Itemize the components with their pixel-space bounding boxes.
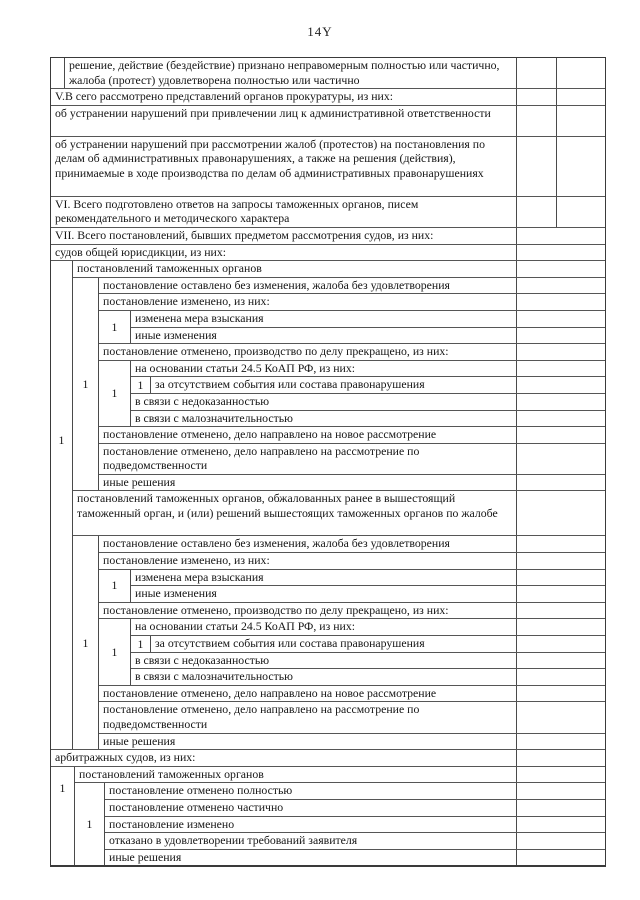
- data-cell: [516, 361, 605, 377]
- row-text: VII. Всего постановлений, бывших предметом рассмотрения судов, из них:: [55, 227, 434, 242]
- cancelled-group: [99, 361, 605, 427]
- changed-group: [99, 311, 605, 344]
- table-row: [105, 850, 605, 866]
- data-cell: [516, 427, 605, 443]
- table-row-carryover: [51, 58, 605, 89]
- count-cell: [99, 311, 131, 343]
- row-text: постановлений таможенных органов, обжалованных ранее в вышестоящий таможенный орган, и (или) решений вышестоящих таможенных органов по жалобе: [77, 491, 498, 521]
- table-row: [99, 475, 605, 491]
- arb-customs-subblock: [75, 783, 605, 865]
- row-text: изменена мера взыскания: [135, 310, 264, 325]
- row-text: за отсутствием события или состава правонарушения: [155, 377, 425, 392]
- page-number: 14Y: [307, 24, 333, 39]
- table-row: [131, 411, 605, 427]
- table-row: [105, 783, 605, 800]
- data-cell: [516, 570, 605, 586]
- row-text: постановление изменено, из них:: [103, 294, 270, 309]
- row-text: отказано в удовлетворении требований заявителя: [109, 833, 358, 848]
- table-row: [131, 311, 605, 328]
- table-row-section-vi: [51, 197, 605, 228]
- data-cell: [516, 294, 605, 310]
- data-cell: [516, 669, 605, 685]
- row-text: в связи с малозначительностью: [135, 669, 293, 684]
- row-text: постановление оставлено без изменения, жалоба без удовлетворения: [103, 536, 450, 551]
- table-row: [131, 653, 605, 670]
- table-row-section-v: [51, 89, 605, 106]
- table-row: [99, 536, 605, 553]
- table-row: [99, 553, 605, 570]
- data-cell: [516, 767, 605, 783]
- table-row: [99, 344, 605, 361]
- row-text: VI. Всего подготовлено ответов на запросы таможенных органов, писем рекомендательного и методического характера: [55, 196, 419, 226]
- row-text: иные решения: [109, 849, 182, 864]
- row-text: иные решения: [103, 733, 176, 748]
- table-row: [99, 734, 605, 750]
- data-cell: [516, 734, 605, 750]
- data-cell: [556, 58, 605, 88]
- count-cell: [99, 570, 131, 602]
- table-row: [99, 603, 605, 620]
- row-text: постановление отменено, дело направлено на рассмотрение по подведомственности: [103, 443, 420, 473]
- row-text: постановлений таможенных органов: [77, 261, 262, 276]
- table-row: [131, 377, 605, 394]
- row-text: об устранении нарушений при привлечении лиц к административной ответственности: [55, 105, 491, 120]
- count-cell: [99, 361, 131, 426]
- data-cell: [516, 58, 556, 88]
- data-cell: [516, 444, 605, 474]
- data-cell: [516, 636, 605, 652]
- data-cell: [516, 394, 605, 410]
- row-text: в связи с недоказанностью: [135, 652, 270, 667]
- row-text: постановление отменено полностью: [109, 783, 293, 798]
- table-row-section-vii: [51, 228, 605, 245]
- data-cell: [516, 833, 605, 849]
- changed-group: [99, 570, 605, 603]
- row-text: иные решения: [103, 474, 176, 489]
- data-cell: [516, 603, 605, 619]
- table-row: [131, 570, 605, 587]
- table-row: [99, 702, 605, 733]
- data-cell: [516, 653, 605, 669]
- data-cell: [516, 750, 605, 766]
- row-text: за отсутствием события или состава правонарушения: [155, 636, 425, 651]
- row-text: постановлений таможенных органов: [79, 766, 264, 781]
- row-text: постановление оставлено без изменения, жалоба без удовлетворения: [103, 277, 450, 292]
- table-row: [131, 361, 605, 378]
- data-cell: [516, 245, 605, 261]
- table-row: [99, 294, 605, 311]
- count-value: 1: [58, 433, 65, 448]
- table-row: [99, 278, 605, 295]
- data-cell: [516, 536, 605, 552]
- table-row-arbitration-courts: [51, 750, 605, 767]
- data-cell: [516, 228, 605, 244]
- cancelled-group: [99, 619, 605, 685]
- row-text: решение, действие (бездействие) признано неправомерным полностью или частично, жалоба (протест) удовлетворена полностью или частично: [69, 58, 500, 87]
- row-text: на основании статьи 24.5 КоАП РФ, из них:: [135, 619, 356, 634]
- data-cell: [516, 137, 556, 196]
- table-row: [131, 619, 605, 636]
- general-courts-block: [51, 261, 605, 750]
- count-cell: [51, 261, 73, 749]
- count-value: 1: [137, 636, 144, 651]
- table-row: [105, 800, 605, 817]
- row-text: арбитражных судов, из них:: [55, 750, 196, 765]
- row-text: иные изменения: [135, 327, 217, 342]
- data-cell: [516, 328, 605, 344]
- data-cell: [516, 278, 605, 294]
- count-value: 1: [111, 386, 118, 401]
- count-cell: [75, 783, 105, 865]
- count-value: 1: [82, 635, 89, 650]
- data-cell: [516, 491, 605, 535]
- data-cell: [516, 344, 605, 360]
- table-row: [105, 833, 605, 850]
- row-text: об устранении нарушений при рассмотрении жалоб (протестов) на постановления по делам об административных правонарушениях, а также на решения (действия), принимаемые в ходе производства по делам об административных правонарушениях: [55, 136, 485, 180]
- data-cell: [556, 197, 605, 227]
- table-row: [131, 328, 605, 344]
- table-row: [99, 686, 605, 703]
- table-row-customs-resolutions: [73, 261, 605, 278]
- data-cell: [556, 89, 605, 105]
- table-row: [131, 586, 605, 602]
- data-cell: [516, 261, 605, 277]
- data-cell: [516, 377, 605, 393]
- count-value: 1: [111, 319, 118, 334]
- row-text: постановление отменено, производство по делу прекращено, из них:: [103, 344, 449, 359]
- count-value: 1: [86, 817, 93, 832]
- row-text: в связи с малозначительностью: [135, 410, 293, 425]
- data-cell: [516, 850, 605, 866]
- data-cell: [516, 475, 605, 491]
- count-cell: [131, 636, 151, 652]
- data-cell: [516, 619, 605, 635]
- count-cell: [99, 619, 131, 684]
- data-cell: [516, 686, 605, 702]
- count-cell: [131, 377, 151, 393]
- data-cell: [516, 197, 556, 227]
- table-row: [105, 817, 605, 834]
- row-text: V.В сего рассмотрено представлений органов прокуратуры, из них:: [55, 89, 394, 104]
- count-cell: [73, 536, 99, 749]
- report-table: [50, 57, 606, 867]
- indent-cell: [51, 58, 65, 88]
- table-row-arb-customs: [75, 767, 605, 784]
- data-cell: [516, 553, 605, 569]
- row-text: постановление отменено частично: [109, 799, 284, 814]
- table-row-elimination-complaints: [51, 137, 605, 197]
- row-text: судов общей юрисдикции, из них:: [55, 244, 227, 259]
- table-row-appealed-header: [73, 491, 605, 536]
- count-value: 1: [59, 780, 66, 795]
- data-cell: [516, 800, 605, 816]
- data-cell: [556, 106, 605, 136]
- row-text: постановление отменено, производство по делу прекращено, из них:: [103, 602, 449, 617]
- table-row: [99, 427, 605, 444]
- row-text: иные изменения: [135, 586, 217, 601]
- table-row: [99, 444, 605, 475]
- row-text: постановление отменено, дело направлено на новое рассмотрение: [103, 427, 437, 442]
- appealed-subblock: [73, 536, 605, 749]
- row-text: в связи с недоказанностью: [135, 393, 270, 408]
- data-cell: [516, 106, 556, 136]
- row-text: постановление изменено: [109, 816, 235, 831]
- count-value: 1: [111, 578, 118, 593]
- count-cell: [51, 767, 75, 866]
- table-row: [131, 394, 605, 411]
- count-value: 1: [137, 377, 144, 392]
- data-cell: [516, 817, 605, 833]
- data-cell: [516, 702, 605, 732]
- table-row: [131, 669, 605, 685]
- count-value: 1: [111, 644, 118, 659]
- row-text: постановление отменено, дело направлено на рассмотрение по подведомственности: [103, 702, 420, 731]
- row-text: постановление отменено, дело направлено на новое рассмотрение: [103, 685, 437, 700]
- data-cell: [556, 137, 605, 196]
- table-row-elimination-attraction: [51, 106, 605, 137]
- customs-resolutions-subblock: [73, 278, 605, 492]
- data-cell: [516, 411, 605, 427]
- table-row-general-courts: [51, 245, 605, 262]
- row-text: изменена мера взыскания: [135, 569, 264, 584]
- row-text: постановление изменено, из них:: [103, 553, 270, 568]
- count-cell: [73, 278, 99, 491]
- arbitration-block: [51, 767, 605, 866]
- count-value: 1: [82, 376, 89, 391]
- data-cell: [516, 311, 605, 327]
- data-cell: [516, 89, 556, 105]
- data-cell: [516, 783, 605, 799]
- row-text: на основании статьи 24.5 КоАП РФ, из них:: [135, 360, 356, 375]
- table-row: [131, 636, 605, 653]
- data-cell: [516, 586, 605, 602]
